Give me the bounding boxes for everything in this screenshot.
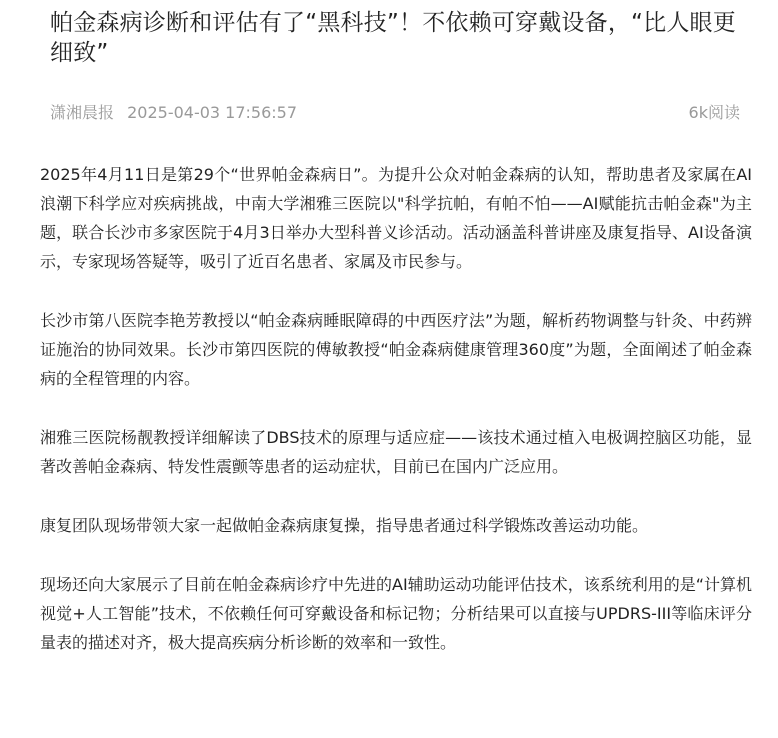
article-body <box>40 160 752 687</box>
article-paragraph-4: 康复团队现场带领大家一起做帕金森病康复操，指导患者通过科学锻炼改善运动功能。 <box>40 516 649 535</box>
article-title: 帕金森病诊断和评估有了“黑科技”！不依赖可穿戴设备，“比人眼更细致” <box>50 10 736 66</box>
article-paragraph-3: 湘雅三医院杨靓教授详细解读了DBS技术的原理与适应症——该技术通过植入电极调控脑区功能，显著改善帕金森病、特发性震颤等患者的运动症状，目前已在国内广泛应用。 <box>40 428 752 476</box>
article-source[interactable]: 潇湘晨报 <box>50 103 115 122</box>
article-paragraph-2: 长沙市第八医院李艳芳教授以“帕金森病睡眠障碍的中西医疗法”为题，解析药物调整与针灸、中药辨证施治的协同效果。长沙市第四医院的傅敏教授“帕金森病健康管理360度”为题，全面阐述了帕金森病的全程管理的内容。 <box>40 311 752 388</box>
article-meta <box>50 100 740 126</box>
article-paragraph-5: 现场还向大家展示了目前在帕金森病诊疗中先进的AI辅助运动功能评估技术，该系统利用的是“计算机视觉+人工智能”技术，不依赖任何可穿戴设备和标记物；分析结果可以直接与UPDRS-III等临床评分量表的描述对齐，极大提高疾病分析诊断的效率和一致性。 <box>40 575 752 652</box>
article-paragraph-1: 2025年4月11日是第29个“世界帕金森病日”。为提升公众对帕金森病的认知，帮助患者及家属在AI浪潮下科学应对疾病挑战，中南大学湘雅三医院以"科学抗帕，有帕不怕——AI赋能抗击帕金森"为主题，联合长沙市多家医院于4月3日举办大型科普义诊活动。活动涵盖科普讲座及康复指导、AI设备演示，专家现场答疑等，吸引了近百名患者、家属及市民参与。 <box>40 165 752 271</box>
view-count: 6k阅读 <box>688 103 740 122</box>
publish-time: 2025-04-03 17:56:57 <box>127 103 298 122</box>
